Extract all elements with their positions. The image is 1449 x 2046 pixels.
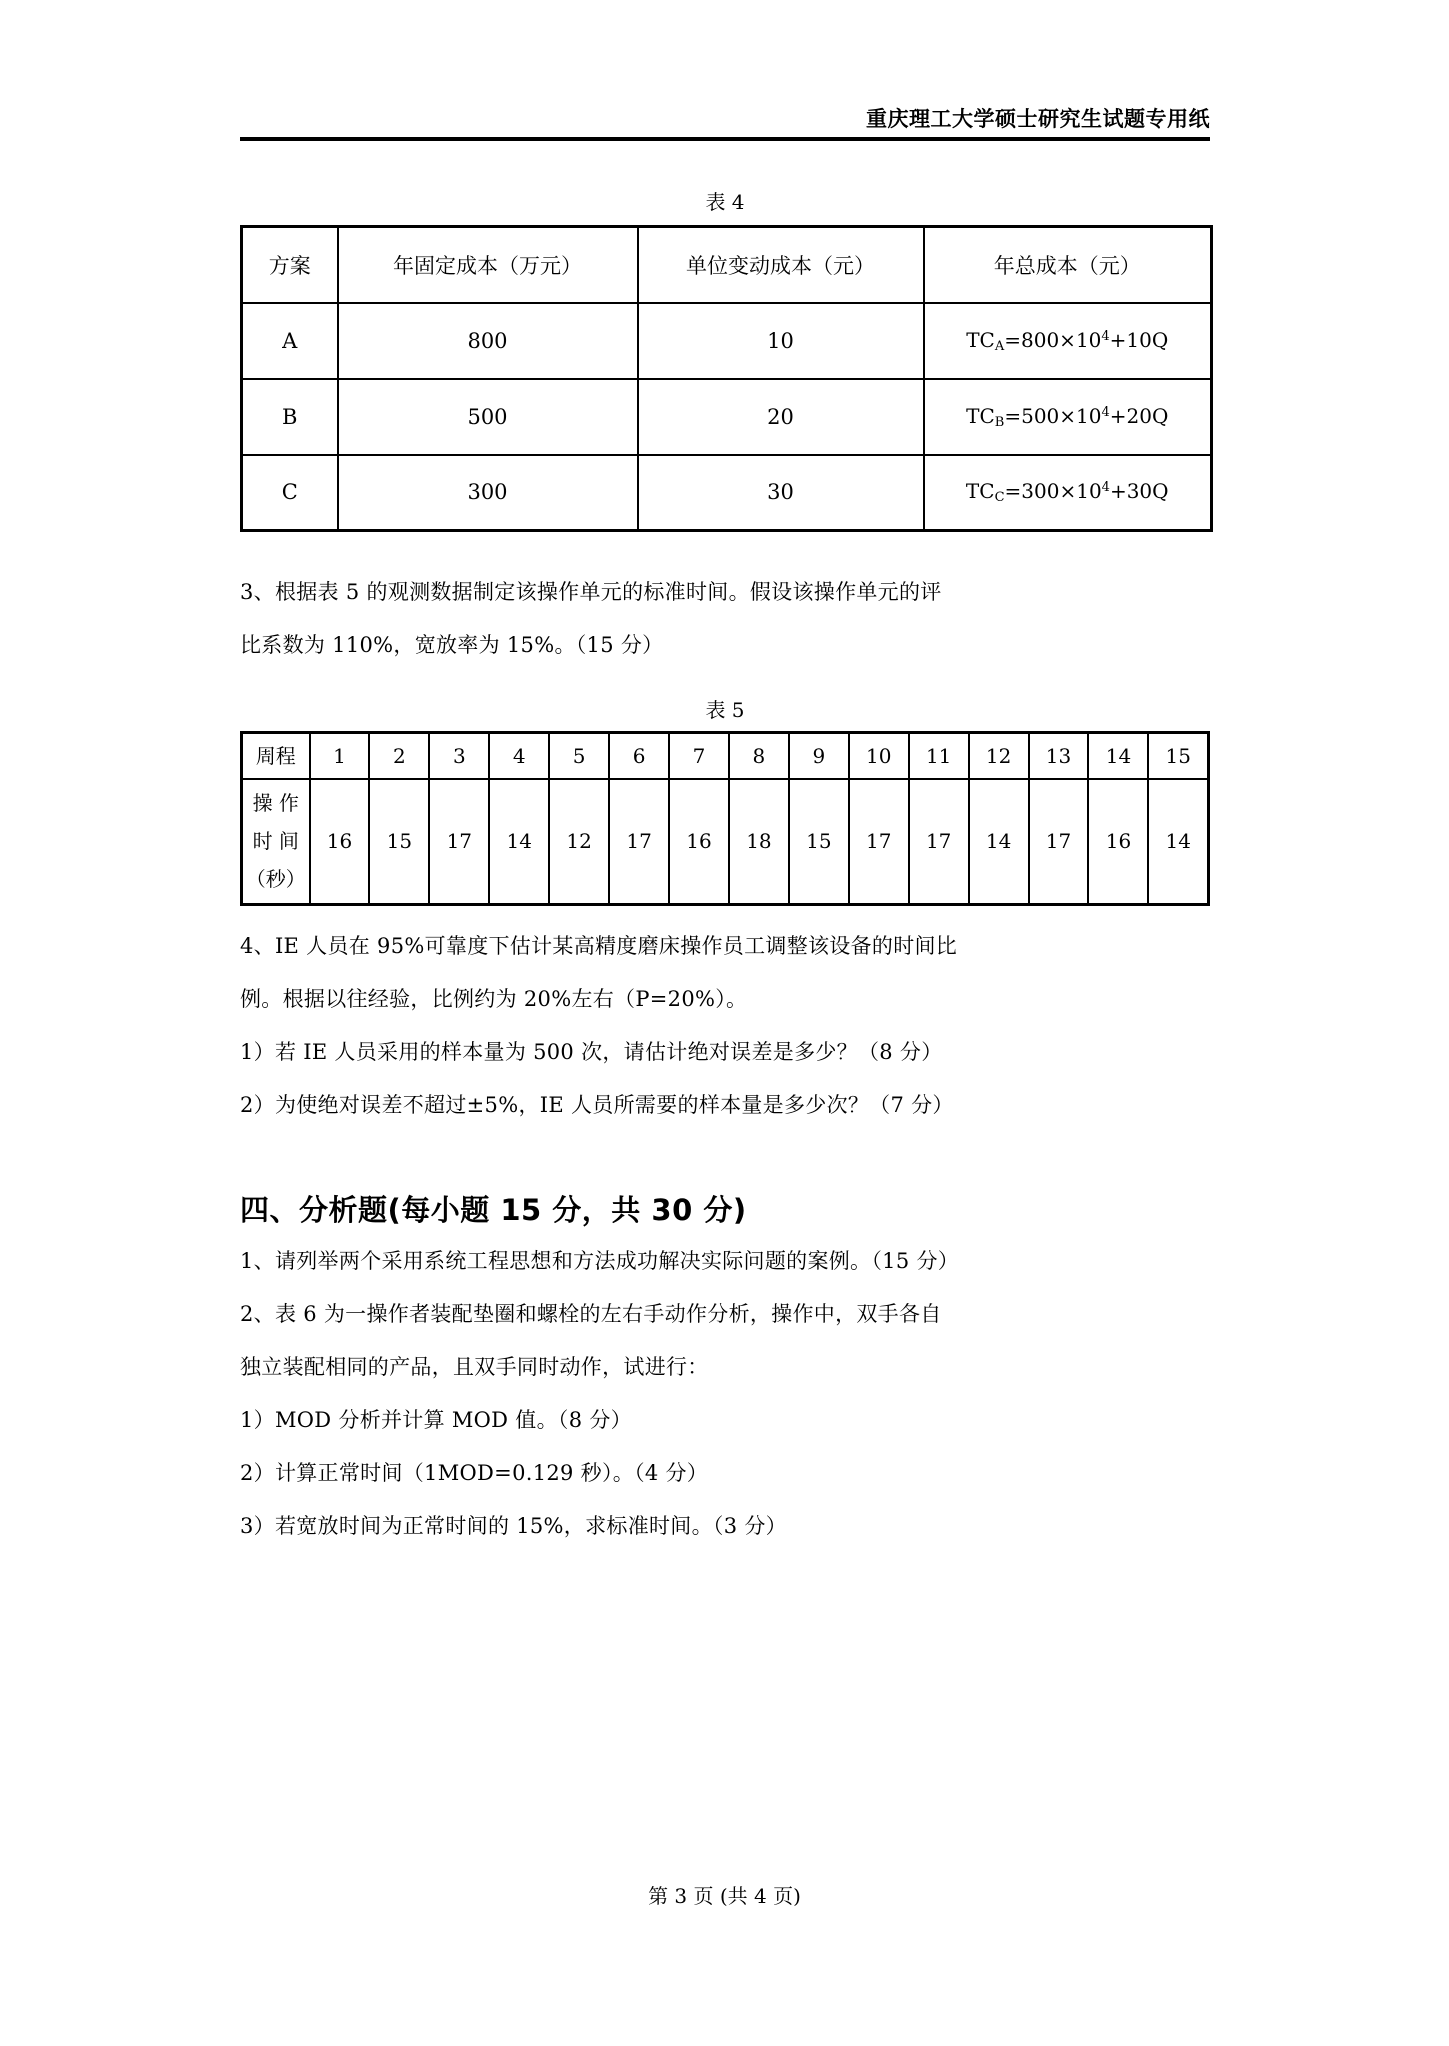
table5-cycle-7: 8	[729, 733, 789, 779]
section-4	[240, 1188, 1210, 1229]
table5-cycle-8: 9	[789, 733, 849, 779]
table4	[240, 225, 1213, 532]
table5-cycle-11: 12	[969, 733, 1029, 779]
table4-row2-unit-variable-cost: 30	[638, 455, 924, 531]
section-4-item-2-line-1: 2、表 6 为一操作者装配垫圈和螺栓的左右手动作分析，操作中，双手各自	[240, 1302, 942, 1326]
formula-tc-c: $TC_C=300\times 10^4+30Q$	[965, 479, 1169, 506]
table5-row-label-cycle: 周程	[242, 733, 310, 779]
table5-row-label-time	[242, 779, 310, 905]
table4-header-unit-variable-cost: 单位变动成本（元）	[638, 227, 924, 303]
table5-time-14: 14	[1148, 779, 1208, 905]
table4-row2-plan: C	[242, 455, 338, 531]
section-4-item-1: 1、请列举两个采用系统工程思想和方法成功解决实际问题的案例。（15 分）	[240, 1249, 960, 1273]
table5-time-10: 17	[909, 779, 969, 905]
table4-header-total-cost: 年总成本（元）	[924, 227, 1212, 303]
table5-time-12: 17	[1029, 779, 1089, 905]
table4-row0-unit-variable-cost: 10	[638, 303, 924, 379]
table4-row0-total-cost	[924, 303, 1212, 379]
table4-row0-plan: A	[242, 303, 338, 379]
page-header	[240, 108, 1210, 141]
question-4-line-2: 例。根据以往经验，比例约为 20%左右（P=20%）。	[240, 987, 748, 1011]
table5-cycle-4: 5	[549, 733, 609, 779]
table5-cycle-9: 10	[849, 733, 909, 779]
section-4-item-2-line-2: 独立装配相同的产品，且双手同时动作，试进行：	[240, 1355, 709, 1379]
page-content	[240, 186, 1210, 1553]
page-footer	[0, 1880, 1449, 1909]
table-row	[242, 379, 1212, 455]
question-4-sub-2: 2）为使绝对误差不超过±5%，IE 人员所需要的样本量是多少次？（7 分）	[240, 1093, 954, 1117]
table5-row-label-time-a: 操 作	[252, 791, 299, 816]
table4-row0-fixed-cost: 800	[338, 303, 638, 379]
question-4-line-1: 4、IE 人员在 95%可靠度下估计某高精度磨床操作员工调整该设备的时间比	[240, 934, 958, 958]
formula-tc-a: $TC_A=800\times 10^4+10Q$	[966, 327, 1169, 354]
table4-header-plan: 方案	[242, 227, 338, 303]
table5-cycle-6: 7	[669, 733, 729, 779]
table4-row2-total-cost	[924, 455, 1212, 531]
table5-row-label-time-b: 时 间	[252, 829, 299, 854]
table4-caption: 表 4	[705, 190, 745, 214]
table5-cycle-5: 6	[609, 733, 669, 779]
table-row	[242, 455, 1212, 531]
section-4-sub-3: 3）若宽放时间为正常时间的 15%，求标准时间。（3 分）	[240, 1514, 787, 1538]
table5	[240, 731, 1210, 906]
question-4	[240, 920, 1210, 1132]
footer-total-pages: (共 4 页)	[719, 1884, 801, 1908]
table5-cycle-3: 4	[489, 733, 549, 779]
table5-row-label-time-c: （秒）	[245, 867, 306, 892]
table5-cycle-1: 2	[369, 733, 429, 779]
section-4-sub-1: 1）MOD 分析并计算 MOD 值。（8 分）	[240, 1408, 632, 1432]
question-3-line-1: 3、根据表 5 的观测数据制定该操作单元的标准时间。假设该操作单元的评	[240, 580, 942, 604]
table5-cycle-row	[242, 733, 1209, 779]
table5-cycle-14: 15	[1148, 733, 1208, 779]
table4-header-fixed-cost: 年固定成本（万元）	[338, 227, 638, 303]
table5-time-2: 17	[429, 779, 489, 905]
table4-row1-plan: B	[242, 379, 338, 455]
table5-time-9: 17	[849, 779, 909, 905]
table5-time-11: 14	[969, 779, 1029, 905]
table5-time-1: 15	[369, 779, 429, 905]
table-header-row	[242, 227, 1212, 303]
table5-time-5: 17	[609, 779, 669, 905]
table5-cycle-12: 13	[1029, 733, 1089, 779]
formula-tc-b: $TC_B=500\times 10^4+20Q$	[966, 403, 1169, 430]
table4-row1-fixed-cost: 500	[338, 379, 638, 455]
question-3-line-2: 比系数为 110%，宽放率为 15%。（15 分）	[240, 633, 664, 657]
table5-time-0: 16	[310, 779, 370, 905]
table4-row1-total-cost	[924, 379, 1212, 455]
table5-time-7: 18	[729, 779, 789, 905]
table5-time-3: 14	[489, 779, 549, 905]
table5-time-6: 16	[669, 779, 729, 905]
section-4-heading: 四、分析题(每小题 15 分，共 30 分)	[240, 1193, 747, 1227]
table5-cycle-10: 11	[909, 733, 969, 779]
question-3	[240, 566, 1210, 672]
table5-caption: 表 5	[705, 698, 745, 722]
table5-cycle-13: 14	[1088, 733, 1148, 779]
table5-time-8: 15	[789, 779, 849, 905]
table-row	[242, 303, 1212, 379]
header-title: 重庆理工大学硕士研究生试题专用纸	[866, 107, 1210, 131]
header-divider	[240, 137, 1210, 141]
table5-cycle-0: 1	[310, 733, 370, 779]
section-4-sub-2: 2）计算正常时间（1MOD=0.129 秒）。（4 分）	[240, 1461, 709, 1485]
table4-row1-unit-variable-cost: 20	[638, 379, 924, 455]
table5-cycle-2: 3	[429, 733, 489, 779]
table5-time-4: 12	[549, 779, 609, 905]
table5-time-13: 16	[1088, 779, 1148, 905]
table4-row2-fixed-cost: 300	[338, 455, 638, 531]
table5-time-row	[242, 779, 1209, 905]
question-4-sub-1: 1）若 IE 人员采用的样本量为 500 次，请估计绝对误差是多少？（8 分）	[240, 1040, 943, 1064]
footer-page-number: 第 3 页	[648, 1884, 714, 1908]
